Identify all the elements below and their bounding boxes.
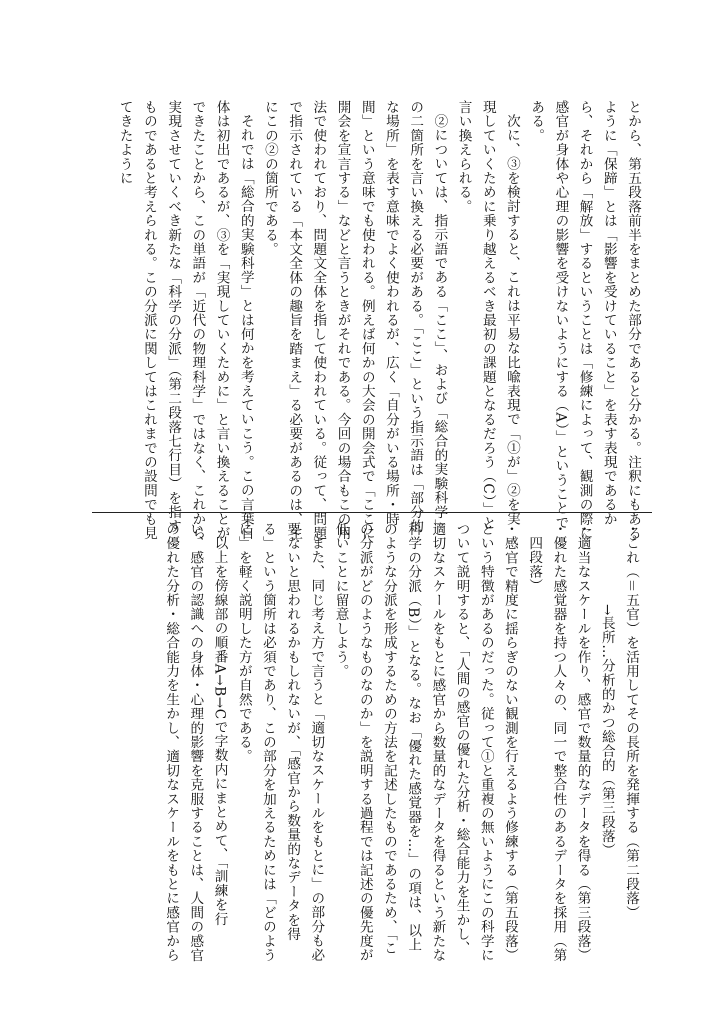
text-line: に」を軽く説明した方が自然である。 [235,522,252,764]
bullet-line: ・優れた感覚器を持つ人々の、同一で整合性のあるデータを採用（第 [550,522,567,963]
text-line: 言い換えられる。 [455,100,472,214]
text-line: い、感官の認識への身体・心理的影響を克服することは、人間の感官 [187,522,204,963]
text-line: 低いことに留意しよう。 [332,522,349,679]
text-line: 体は初出であるが、③を「実現していくために」と言い換えることが [213,100,230,541]
text-line: それでは「総合的実験科学」とは何かを考えていこう。この言葉自 [237,113,254,540]
text-line: 要ないと思われるかもしれないが、「感官から数量的なデータを得 [284,522,301,942]
bullet-line: ・これ（＝五官）を活用してその長所を発揮する（第二段落） [623,522,639,920]
text-line: また、同じ考え方で言うと「適切なスケールをもとに」の部分も必 [308,535,325,962]
text-line: の分派がどのようなものなのか」を説明する過程では記述の優先度が [356,522,373,963]
text-line: ついて説明すると、「人間の感官の優れた分析・総合能力を生かし、 [453,522,470,956]
text-line: ように「保蹄」とは「影響を受けていること」を表す表現であるか [600,100,617,526]
text-line: にこの②の箇所である。 [261,100,278,257]
text-line: →長所…分析的かつ総合的（第三段落） [598,603,615,857]
text-line: 実現させていくべき新たな「科学の分派」（第二段落七行目）を指す [165,100,182,534]
text-line: ②については、指示語である「ここ」、および「総合的実験科学」 [431,113,448,533]
text-line: てきたように [116,100,133,186]
text-line: ある。 [528,100,545,143]
text-line: 法で使われており、問題文全体を指して使われている。従って、問題 [310,100,327,541]
text-line: 間」という意味でも使われる。例えば何かの大会の開会式で「ここに [358,100,375,541]
text-line: で指示されている「本文全体の趣旨を踏まえ」る必要があるのは、主 [286,100,303,541]
text-line: 四段落） [526,535,543,593]
text-line: 適切なスケールをもとに感官から数量的なデータを得るという新たな [429,522,446,963]
bullet-line: ・感官で精度に揺らぎのない観測を行えるよう修練する（第五段落） [501,522,518,963]
text-line: な場所」を表す意味でよく使われるが、広く「自分がいる場所・時 [382,100,399,526]
text-line: 以上を傍線部の順番A→B→Cで字数内にまとめて、「訓練を行 [211,535,228,926]
horizontal-divider [92,512,652,513]
text-line: 次に、③を検討すると、これは平易な比喩表現で「①が」②を実 [503,113,520,526]
bullet-line: ・適当なスケールを作り、感官で数量的なデータを得る（第三段落） [574,522,591,963]
text-line: ら、それから「解放」するということは「修練によって、観測の際に [576,100,593,541]
upper-text-block [73,100,645,541]
text-line: 感官が身体や心理の影響を受けないようにする（A）」ということで [552,100,569,530]
text-line: とから、第五段落前半をまとめた部分であると分かる。注釈にもある [625,100,641,541]
text-line: 現していくために乗り越えるべき最初の課題となるだろう（C）」と [479,100,496,531]
text-line: という特徴があるのだった。従って①と重複の無いようにこの科学に [477,522,494,963]
text-line: る」という箇所は必須であり、この部分を加えるためには「どのよう [259,522,276,963]
text-line: の優れた分析・総合能力を生かし、適切なスケールをもとに感官から [163,522,180,963]
text-line: の二箇所を言い換える必要がある。「ここ」という指示語は「部分的 [407,100,424,534]
text-line: 開会を宣言する」などと言うときがそれである。今回の場合もこの用 [334,100,351,541]
text-line: のような分派を形成するための方法を記述したものであるため、「こ [380,522,397,956]
lower-text-block [83,522,643,963]
text-line: できたことから、この単語が「近代の物理科学」ではなく、これから [189,100,206,541]
text-line: 科学の分派（B）」となる。なお「優れた感覚器を…」の項は、以上 [405,522,422,952]
text-line: ものであると考えられる。この分派に関してはこれまでの設問でも見 [140,100,157,541]
